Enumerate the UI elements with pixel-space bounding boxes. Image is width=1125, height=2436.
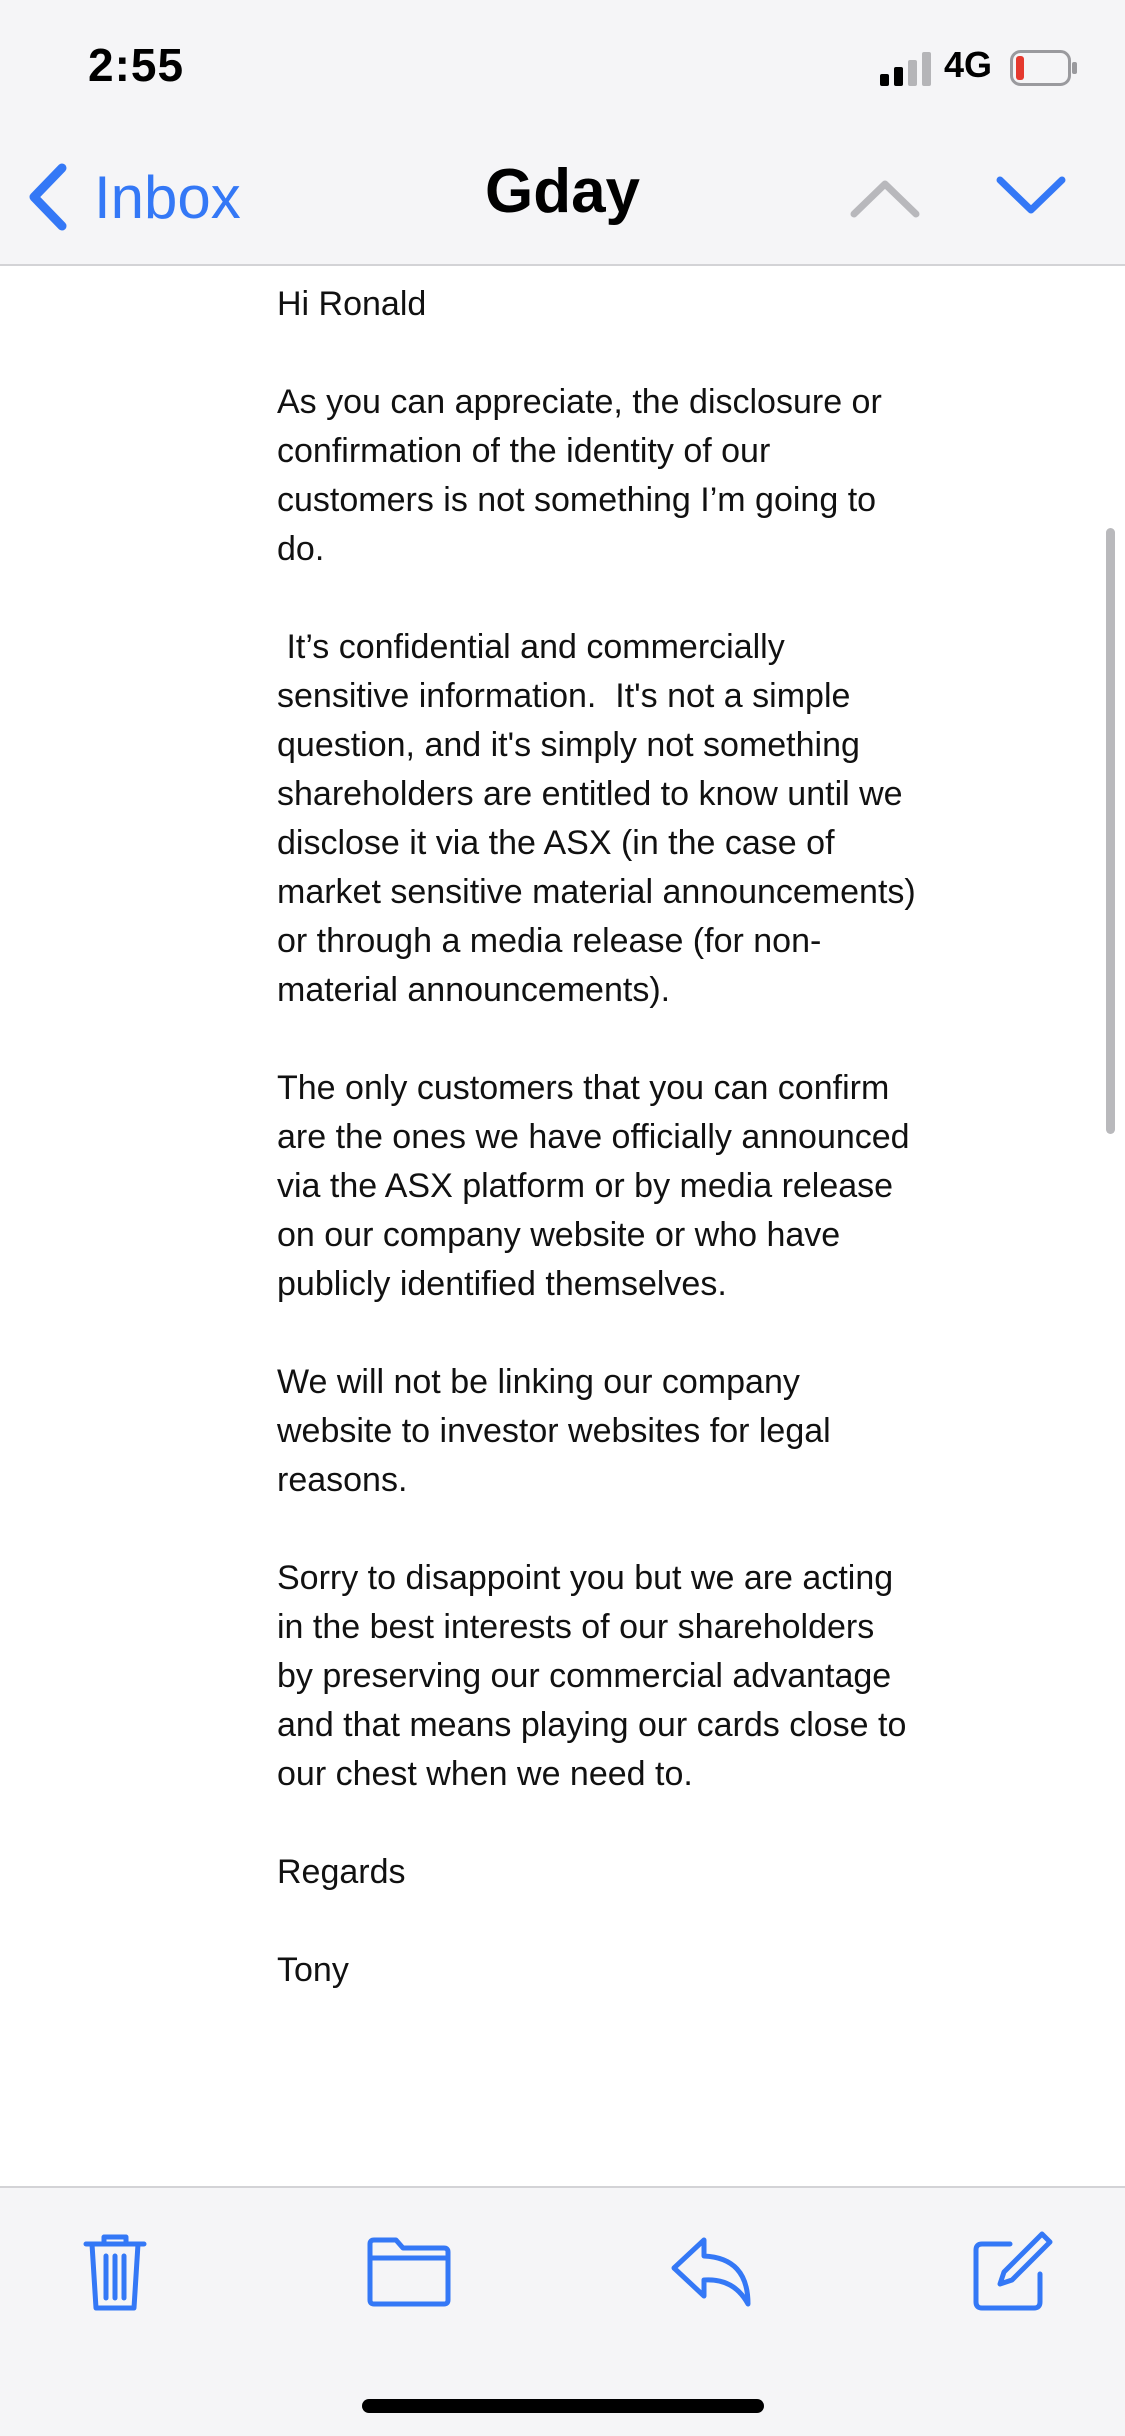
folder-icon[interactable]: [366, 2228, 452, 2314]
compose-icon[interactable]: [968, 2228, 1054, 2314]
message-subject-title: Gday: [484, 157, 641, 226]
body-paragraph: Sorry to disappoint you but we are acting in the best interests of our shareholders by preserving our commercial advantage and that means playing our cards close to our chest when we need to.: [277, 1559, 907, 1793]
body-paragraph: As you can appreciate, the disclosure or confirmation of the identity of our customers is not something I’m going to do.: [277, 383, 882, 568]
back-label: Inbox: [94, 163, 241, 231]
signature: Tony: [277, 1951, 349, 1989]
trash-icon[interactable]: [72, 2228, 158, 2314]
closing: Regards: [277, 1853, 406, 1891]
cellular-signal-icon: [880, 52, 934, 86]
chevron-left-icon: [24, 162, 72, 232]
chevron-up-icon[interactable]: [848, 170, 922, 226]
network-type: 4G: [944, 44, 993, 85]
message-content[interactable]: [0, 266, 1125, 2186]
back-to-inbox-button[interactable]: [24, 160, 241, 234]
greeting: Hi Ronald: [277, 285, 427, 323]
status-time: 2:55: [88, 39, 185, 91]
body-paragraph: The only customers that you can confirm are the ones we have officially announced via the ASX platform or by media release on our company website or who have publicly identified themselves.: [277, 1069, 910, 1303]
body-paragraph: It’s confidential and commercially sensitive information. It's not a simple question, and it's simply not something shareholders are entitled to know until we disclose it via the ASX (in the case of market sensitive material announcements) or through a media release (for non-material announcements).: [277, 628, 926, 1009]
home-indicator[interactable]: [362, 2399, 764, 2413]
message-body: [277, 280, 926, 1995]
reply-icon[interactable]: [668, 2228, 754, 2314]
scroll-indicator[interactable]: [1106, 528, 1115, 1134]
chevron-down-icon[interactable]: [994, 168, 1068, 224]
body-paragraph: We will not be linking our company website to investor websites for legal reasons.: [277, 1363, 831, 1499]
battery-icon: [1010, 50, 1078, 86]
top-bar: [0, 0, 1125, 266]
